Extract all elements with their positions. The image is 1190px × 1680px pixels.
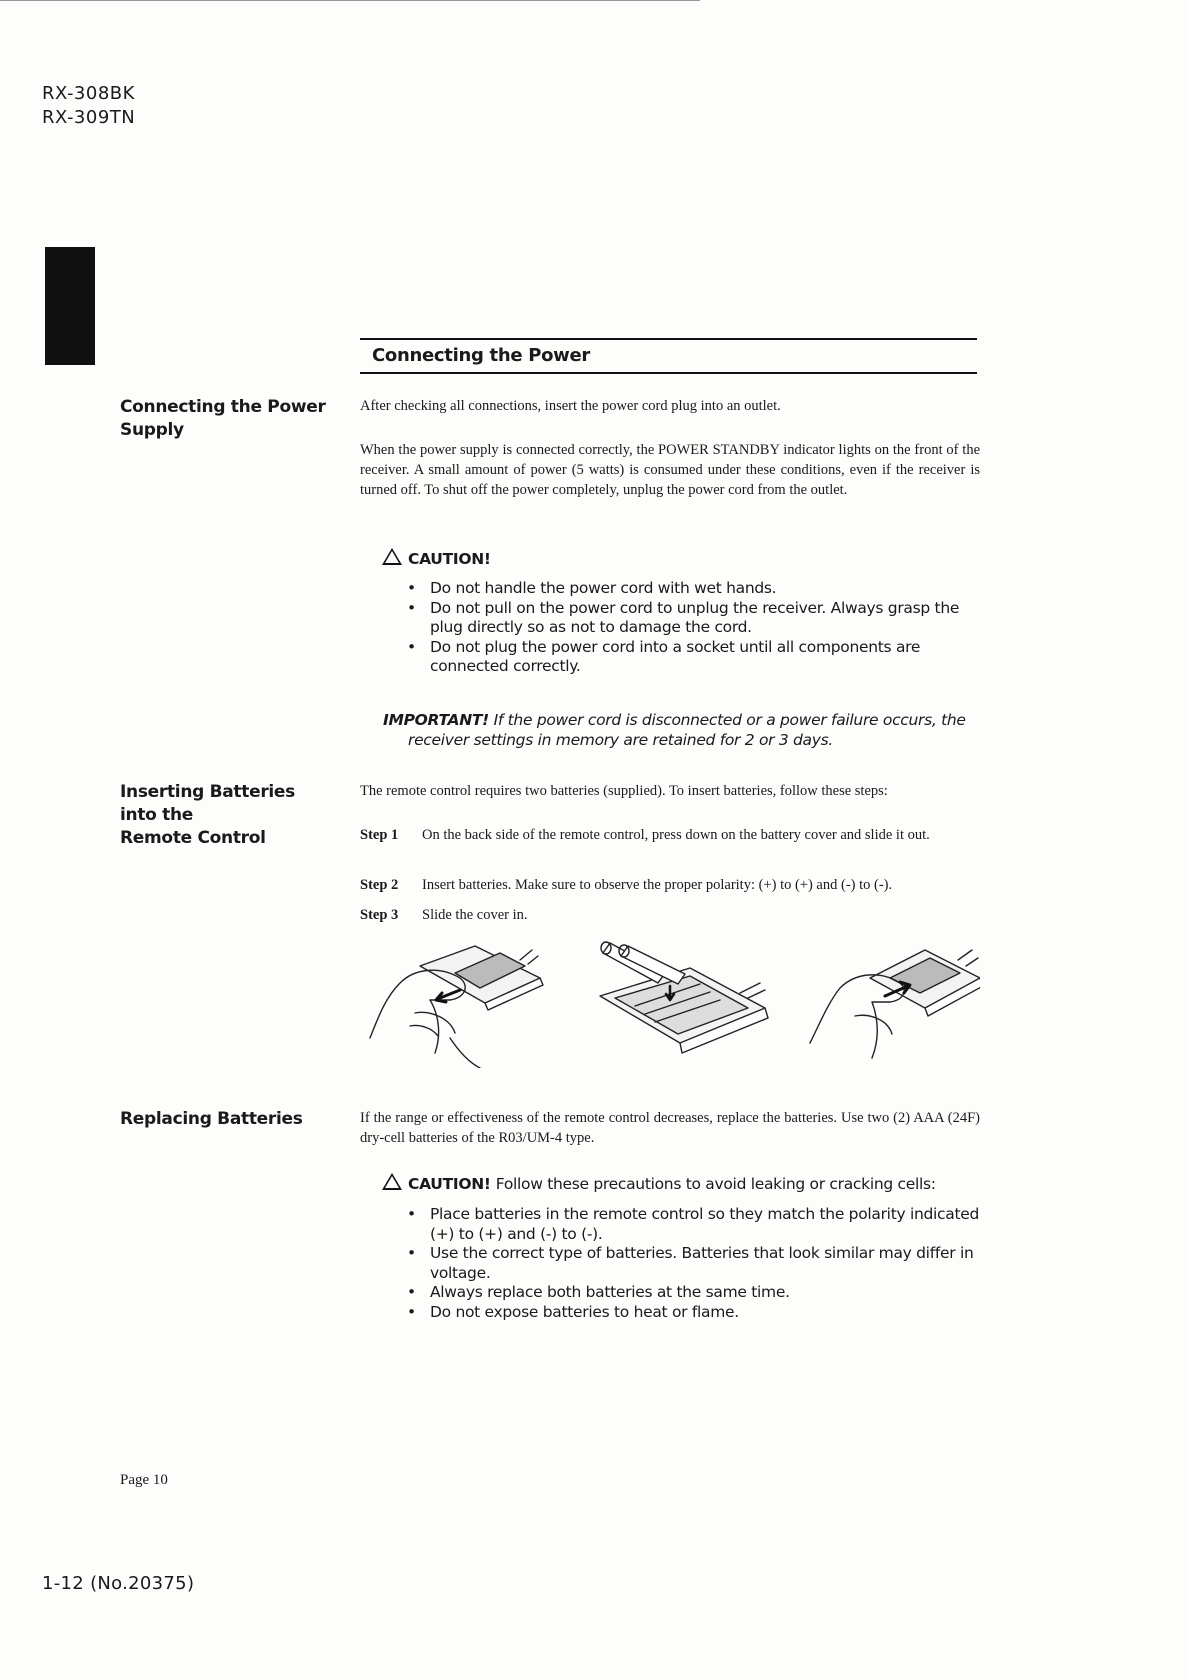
model-number: RX-309TN [42, 107, 136, 128]
side-heading-replacing-batteries: Replacing Batteries [120, 1109, 303, 1129]
top-rule [0, 0, 700, 1]
step-2 [360, 875, 980, 895]
power-standby-paragraph: When the power supply is connected correctly, the POWER STANDBY indicator lights on the front of the receiver. A small amount of power (5 watts) is consumed under these conditions, even if the receiver is turned off. To shut off the power completely, unplug the power cord from the outlet. [360, 442, 980, 498]
remove-cover-illustration [370, 946, 543, 1068]
important-label: IMPORTANT! [383, 711, 489, 729]
section-header-bar [360, 338, 977, 374]
caution-heading-batteries: CAUTION! Follow these precautions to avoid leaking or cracking cells: [382, 1173, 936, 1193]
list-item: • Do not handle the power cord with wet hands. [405, 579, 980, 599]
model-number: RX-308BK [42, 83, 135, 104]
replacing-paragraph: If the range or effectiveness of the remote control decreases, replace the batteries. Use two (2) AAA (24F) dry-cell batteries of the R03/UM-4 type. [360, 1110, 980, 1146]
section-title: Connecting the Power [372, 345, 590, 366]
list-item: • Always replace both batteries at the same time. [405, 1283, 980, 1303]
batteries-intro-paragraph: The remote control requires two batteries (supplied). To insert batteries, follow these steps: [360, 783, 888, 799]
important-note: IMPORTANT! If the power cord is disconnected or a power failure occurs, the receiver settings in memory are retained for 2 or 3 days. [383, 711, 966, 749]
list-item: • Place batteries in the remote control so they match the polarity indicated (+) to (+) and (-) to (-). [405, 1205, 980, 1244]
document-number: 1-12 (No.20375) [42, 1573, 195, 1594]
step-label: Step 1 [360, 827, 399, 843]
power-intro-paragraph: After checking all connections, insert the power cord plug into an outlet. [360, 398, 781, 414]
step-label: Step 3 [360, 907, 399, 923]
step-label: Step 2 [360, 877, 399, 893]
step-text: On the back side of the remote control, press down on the battery cover and slide it out. [422, 827, 930, 843]
list-item: • Do not pull on the power cord to unplug the receiver. Always grasp the plug directly so as not to damage the cord. [405, 599, 980, 638]
step-1 [360, 825, 980, 845]
list-item: • Do not expose batteries to heat or flame. [405, 1303, 980, 1323]
side-heading-power-supply: Connecting the Power Supply [120, 397, 326, 440]
step-text: Insert batteries. Make sure to observe the proper polarity: (+) to (+) and (-) to (-). [422, 877, 893, 893]
side-heading-inserting-batteries: Inserting Batteries into the Remote Control [120, 782, 295, 848]
step-3 [360, 905, 980, 925]
step-text: Slide the cover in. [422, 907, 528, 923]
warning-triangle-icon [382, 548, 402, 565]
insert-batteries-illustration [600, 942, 768, 1053]
battery-illustrations [360, 938, 980, 1068]
slide-cover-in-illustration [810, 950, 980, 1058]
warning-triangle-icon [382, 1173, 402, 1190]
caution-heading-power: CAUTION! [382, 548, 491, 568]
model-numbers [42, 82, 135, 130]
list-item: • Do not plug the power cord into a socket until all components are connected correctly. [405, 638, 980, 677]
section-tab-marker [45, 247, 95, 365]
caution-list-power [405, 579, 980, 677]
caution-list-batteries [405, 1205, 980, 1322]
page-number: Page 10 [120, 1472, 168, 1488]
list-item: • Use the correct type of batteries. Batteries that look similar may differ in voltage. [405, 1244, 980, 1283]
